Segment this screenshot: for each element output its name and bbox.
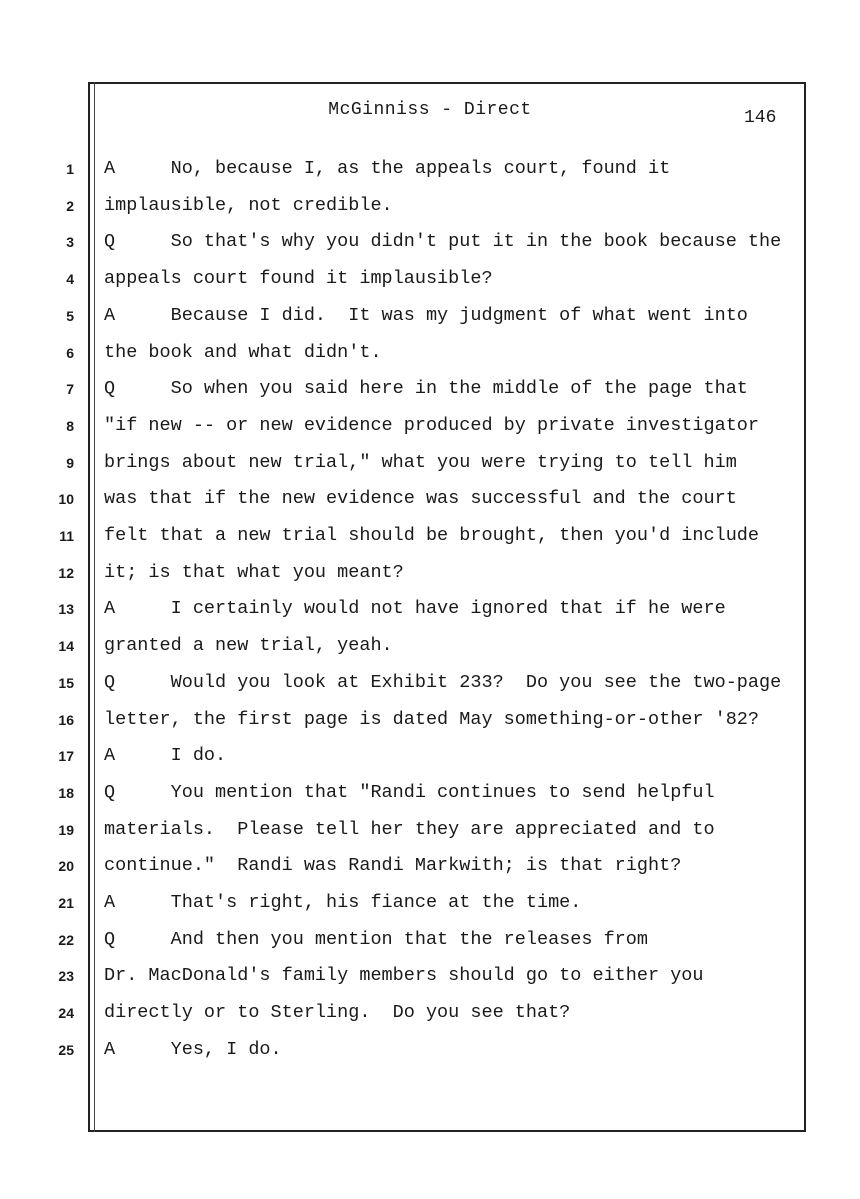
line-number: 22: [58, 931, 74, 948]
line-text: A That's right, his fiance at the time.: [104, 892, 582, 913]
page-header-title: McGinniss - Direct: [328, 100, 532, 120]
line-text: it; is that what you meant?: [104, 561, 404, 583]
line-number: 12: [58, 564, 74, 581]
transcript-line: [0, 371, 860, 407]
line-number: 19: [58, 821, 74, 838]
line-number: 1: [66, 161, 74, 177]
line-text: Q You mention that "Randi continues to send helpful: [104, 781, 715, 803]
transcript-line: [0, 958, 860, 994]
line-text: A No, because I, as the appeals court, found it: [104, 158, 671, 179]
transcript-line: [0, 298, 860, 334]
line-number: 15: [58, 674, 74, 691]
transcript-line: [0, 885, 860, 921]
line-text: A I do.: [104, 745, 227, 767]
transcript-line: [0, 335, 860, 371]
transcript-line: [0, 518, 860, 554]
line-text: implausible, not credible.: [104, 194, 393, 216]
line-text: materials. Please tell her they are appreciated and to: [104, 818, 715, 840]
transcript-line: [0, 628, 860, 664]
line-text: Q And then you mention that the releases from: [104, 928, 648, 950]
line-number: 18: [58, 784, 74, 801]
transcript-line: [0, 261, 860, 297]
line-number: 20: [58, 858, 74, 875]
transcript-line: [0, 1032, 860, 1068]
line-number: 9: [66, 454, 74, 471]
line-number: 8: [66, 417, 74, 434]
line-number: 2: [66, 197, 74, 214]
line-text: was that if the new evidence was successful and the court: [104, 488, 737, 510]
line-text: the book and what didn't.: [104, 341, 382, 363]
transcript-line: [0, 738, 860, 774]
transcript-line: [0, 408, 860, 444]
line-number: 17: [58, 748, 74, 765]
transcript-line: [0, 702, 860, 738]
line-text: directly or to Sterling. Do you see that?: [104, 1002, 571, 1024]
line-number: 10: [58, 491, 74, 508]
line-text: Q So that's why you didn't put it in the book because the: [104, 231, 782, 253]
transcript-line: [0, 481, 860, 517]
line-text: A Yes, I do.: [104, 1038, 282, 1060]
transcript-line: [0, 445, 860, 481]
line-number: 24: [58, 1005, 74, 1022]
line-text: Dr. MacDonald's family members should go to either you: [104, 965, 704, 987]
transcript-line: [0, 591, 860, 627]
line-number: 7: [66, 381, 74, 398]
line-number: 25: [58, 1041, 74, 1058]
transcript-line: [0, 922, 860, 958]
transcript-line: [0, 995, 860, 1031]
transcript-line: [0, 555, 860, 591]
transcript-line: [0, 188, 860, 224]
line-number: 6: [66, 344, 74, 361]
line-text: appeals court found it implausible?: [104, 268, 493, 290]
line-number: 4: [66, 271, 74, 288]
transcript-line: [0, 151, 860, 187]
transcript-line: [0, 812, 860, 848]
line-text: A Because I did. It was my judgment of what went into: [104, 304, 748, 326]
line-text: A I certainly would not have ignored that if he were: [104, 598, 726, 620]
line-text: felt that a new trial should be brought, then you'd include: [104, 525, 760, 546]
line-number: 16: [58, 711, 74, 728]
transcript-line: [0, 848, 860, 884]
line-number: 13: [58, 601, 74, 618]
page-number: 146: [744, 108, 777, 128]
line-text: Q So when you said here in the middle of the page that: [104, 378, 748, 400]
line-number: 14: [58, 638, 74, 655]
line-number: 3: [66, 234, 74, 251]
line-text: "if new -- or new evidence produced by private investigator: [104, 414, 760, 436]
line-number: 11: [59, 528, 74, 544]
line-number: 5: [66, 307, 74, 324]
line-text: Q Would you look at Exhibit 233? Do you see the two-page: [104, 671, 782, 693]
line-number: 23: [58, 968, 74, 985]
line-text: brings about new trial," what you were trying to tell him: [104, 451, 737, 473]
transcript-line: [0, 224, 860, 260]
line-text: granted a new trial, yeah.: [104, 635, 393, 657]
transcript-line: [0, 775, 860, 811]
line-text: continue." Randi was Randi Markwith; is that right?: [104, 855, 682, 877]
line-text: letter, the first page is dated May something-or-other '82?: [104, 708, 760, 730]
transcript-line: [0, 665, 860, 701]
line-number: 21: [58, 895, 74, 911]
